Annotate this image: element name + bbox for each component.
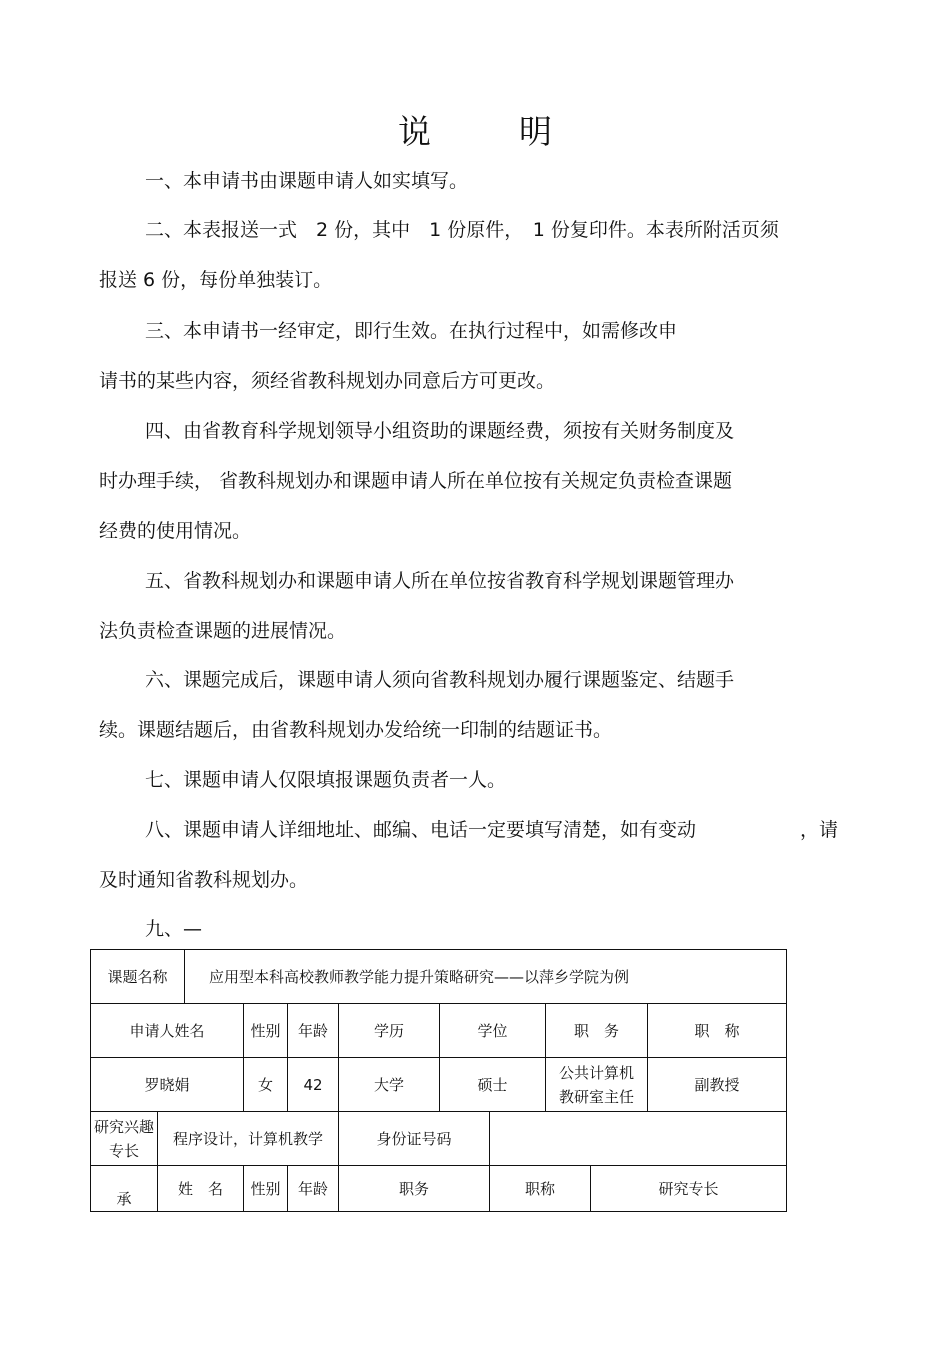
member-header-position: 职务 [339, 1166, 490, 1212]
header-age: 年龄 [288, 1004, 339, 1058]
instruction-9: 九、— [145, 918, 203, 940]
instruction-6-line-1: 六、课题完成后，课题申请人须向省教科规划办履行课题鉴定、结题手 [145, 669, 735, 691]
instruction-2-line-1: 二、本表报送一式 2 份，其中 1 份原件， 1 份复印件。本表所附活页须 [145, 219, 779, 241]
instruction-6-line-2: 续。课题结题后，由省教科规划办发给统一印制的结题证书。 [99, 719, 613, 741]
applicant-header-row [91, 1004, 787, 1058]
applicant-position [546, 1058, 648, 1112]
topic-label: 课题名称 [91, 950, 185, 1004]
applicant-data-row [91, 1058, 787, 1112]
interest-label-line-2: 专长 [108, 1141, 139, 1160]
applicant-title: 副教授 [648, 1058, 787, 1112]
topic-row [91, 950, 787, 1004]
instruction-5-line-2: 法负责检查课题的进展情况。 [99, 620, 347, 642]
member-header-gender: 性别 [244, 1166, 288, 1212]
header-education: 学历 [339, 1004, 440, 1058]
applicant-gender: 女 [244, 1058, 288, 1112]
title-char-2: 明 [519, 112, 552, 151]
member-header-name: 姓 名 [158, 1166, 244, 1212]
members-side-label: 承 [91, 1166, 158, 1212]
page-title [0, 106, 950, 153]
applicant-position-line-1: 公共计算机 [558, 1063, 634, 1082]
members-header-row [91, 1166, 787, 1212]
instruction-8-line-1-tail: ，请 [800, 819, 839, 841]
header-gender: 性别 [244, 1004, 288, 1058]
header-degree: 学位 [440, 1004, 546, 1058]
instruction-3-line-1: 三、本申请书一经审定，即行生效。在执行过程中，如需修改申 [145, 320, 678, 342]
member-header-age: 年龄 [288, 1166, 339, 1212]
instruction-5-line-1: 五、省教科规划办和课题申请人所在单位按省教育科学规划课题管理办 [145, 570, 735, 592]
applicant-position-line-2: 教研室主任 [558, 1087, 634, 1106]
member-header-specialty: 研究专长 [591, 1166, 787, 1212]
applicant-education: 大学 [339, 1058, 440, 1112]
applicant-age: 42 [288, 1058, 339, 1112]
title-char-1: 说 [398, 112, 431, 151]
interest-label [91, 1112, 158, 1166]
header-position: 职 务 [546, 1004, 648, 1058]
interest-label-line-1: 研究兴趣 [93, 1117, 154, 1136]
instruction-4-line-1: 四、由省教育科学规划领导小组资助的课题经费，须按有关财务制度及 [145, 420, 735, 442]
instruction-2-line-2: 报送 6 份，每份单独装订。 [99, 269, 333, 291]
instruction-7: 七、课题申请人仅限填报课题负责者一人。 [145, 769, 507, 791]
application-form-table [90, 949, 787, 1212]
header-title: 职 称 [648, 1004, 787, 1058]
id-number-label: 身份证号码 [339, 1112, 490, 1166]
member-header-title: 职称 [490, 1166, 591, 1212]
instruction-8-line-1: 八、课题申请人详细地址、邮编、电话一定要填写清楚，如有变动 [145, 819, 697, 841]
instruction-1: 一、本申请书由课题申请人如实填写。 [145, 170, 469, 192]
topic-value: 应用型本科高校教师教学能力提升策略研究——以萍乡学院为例 [185, 950, 787, 1004]
instruction-8-line-2: 及时通知省教科规划办。 [99, 869, 309, 891]
instruction-4-line-2: 时办理手续， 省教科规划办和课题申请人所在单位按有关规定负责检查课题 [99, 470, 733, 492]
header-applicant-name: 申请人姓名 [91, 1004, 244, 1058]
instruction-3-line-2: 请书的某些内容，须经省教科规划办同意后方可更改。 [99, 370, 556, 392]
interest-value: 程序设计，计算机教学 [158, 1112, 339, 1166]
applicant-degree: 硕士 [440, 1058, 546, 1112]
instruction-4-line-3: 经费的使用情况。 [99, 520, 252, 542]
id-number-value [490, 1112, 787, 1166]
applicant-name: 罗晓娟 [91, 1058, 244, 1112]
interest-row [91, 1112, 787, 1166]
